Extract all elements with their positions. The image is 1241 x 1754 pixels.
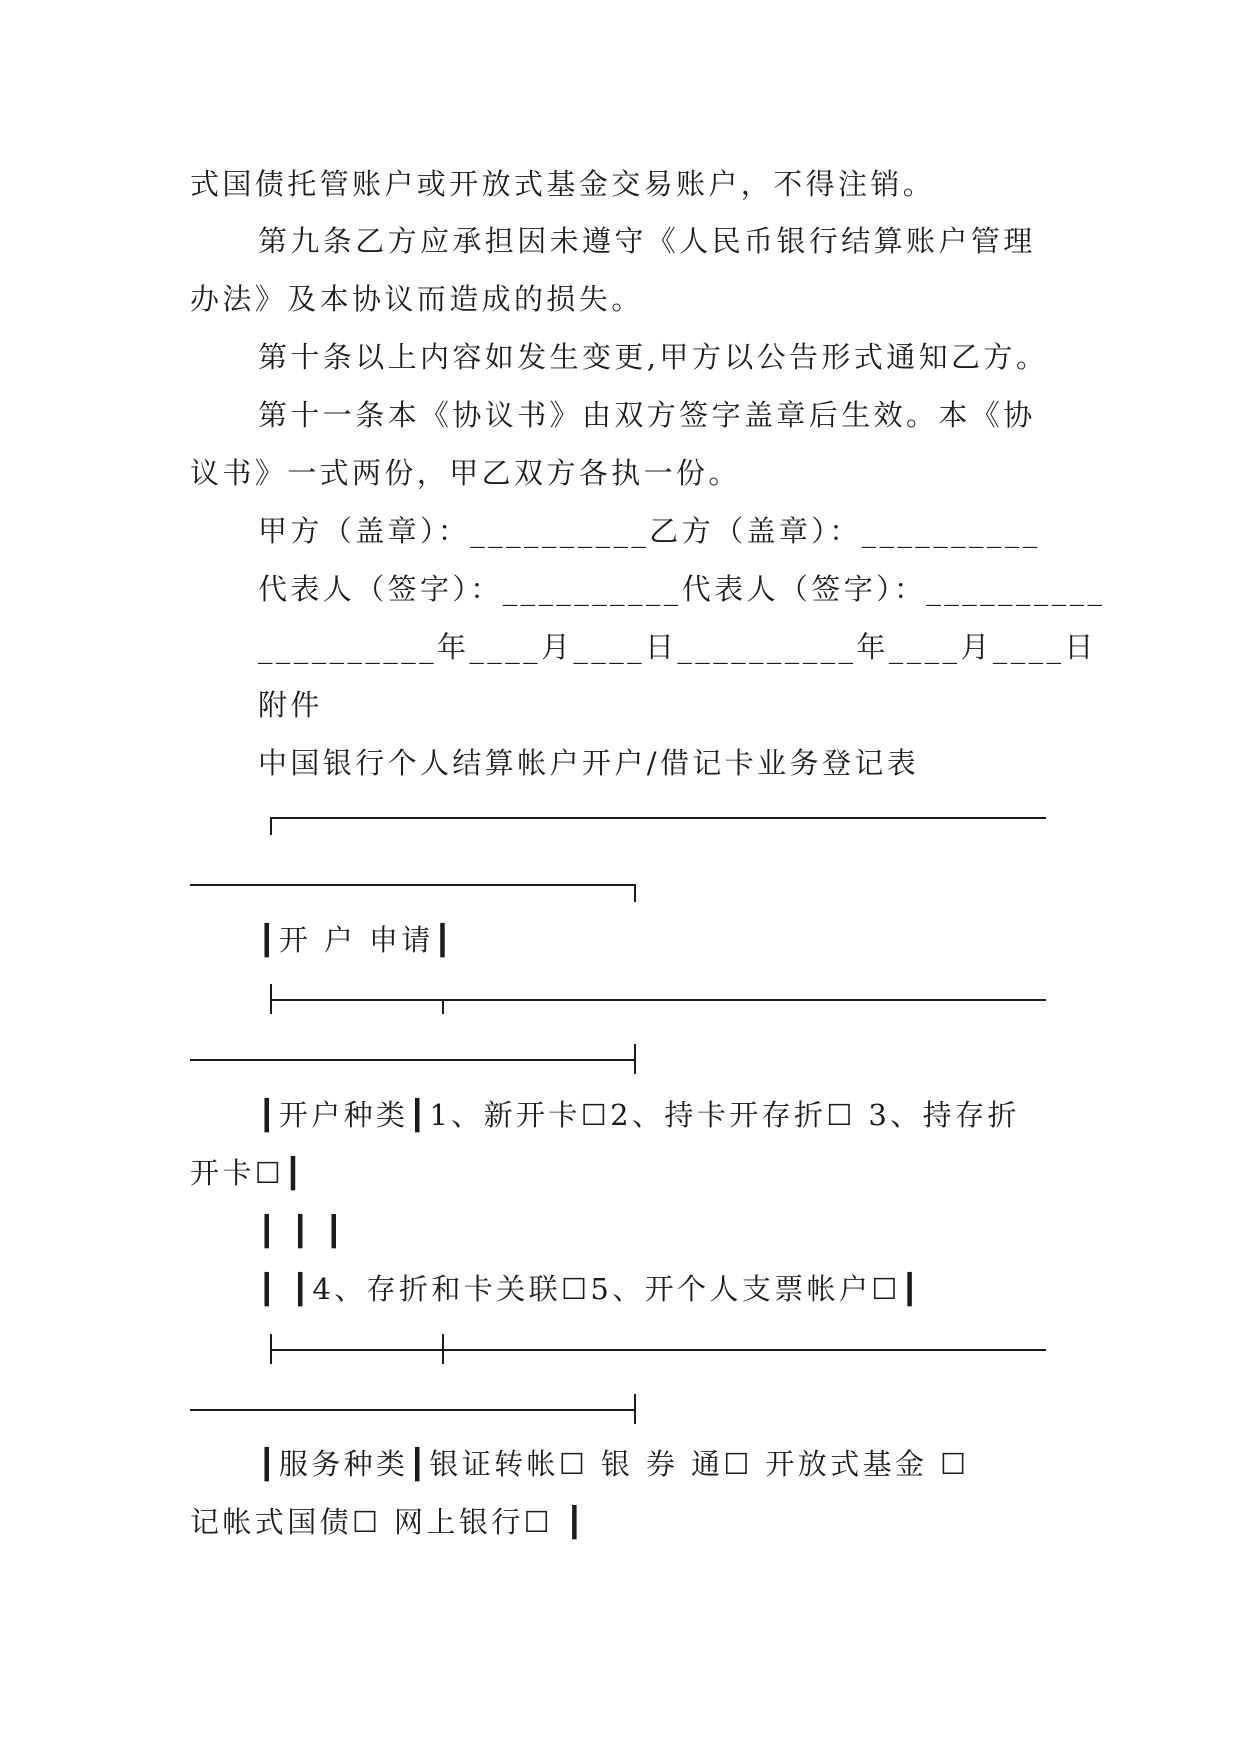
account-type-row-1: ┃开户种类┃1、新开卡☐2、持卡开存折☐ 3、持存折 xyxy=(258,1098,1020,1132)
separator-right-tick xyxy=(634,1044,636,1074)
article-9-line-2: 办法》及本协议而造成的损失。 xyxy=(190,282,644,316)
separator-2-rule xyxy=(270,1349,1046,1351)
separator-2-right-tick xyxy=(634,1394,636,1424)
date-line: __________年____月____日__________年____月____日 xyxy=(258,630,1097,664)
separator-rule xyxy=(270,999,1046,1001)
separator-rule-wrap xyxy=(190,1059,636,1061)
seal-line: 甲方（盖章）：__________乙方（盖章）：__________ xyxy=(258,514,1041,548)
separator-1 xyxy=(0,980,1241,1020)
service-type-row-2: 记帐式国债☐ 网上银行☐ ┃ xyxy=(190,1505,587,1539)
separator-2-rule-wrap xyxy=(190,1409,636,1411)
separator-2 xyxy=(0,1330,1241,1370)
corner-tick xyxy=(270,817,272,835)
separator-2-mid-tick xyxy=(442,1334,444,1364)
table-top-border-wrap xyxy=(0,865,1241,905)
attachment-label: 附件 xyxy=(258,688,323,722)
representative-line: 代表人（签字）：__________代表人（签字）：__________ xyxy=(258,572,1106,606)
article-9-line-1: 第九条乙方应承担因未遵守《人民币银行结算账户管理 xyxy=(258,224,1036,258)
article-10: 第十条以上内容如发生变更,甲方以公告形式通知乙方。 xyxy=(258,340,1049,374)
separator-2-wrap xyxy=(0,1390,1241,1430)
table-top-border xyxy=(0,805,1241,845)
paragraph-continuation: 式国债托管账户或开放式基金交易账户，不得注销。 xyxy=(190,167,936,201)
article-11-line-1: 第十一条本《协议书》由双方签字盖章后生效。本《协 xyxy=(258,398,1036,432)
article-11-line-2: 议书》一式两份，甲乙双方各执一份。 xyxy=(190,456,741,490)
account-type-row-2: 开卡☐┃ xyxy=(190,1156,306,1190)
separator-mid-tick xyxy=(442,999,444,1014)
account-type-row-3: ┃ ┃4、存折和卡关联☐5、开个人支票帐户☐┃ xyxy=(258,1272,922,1306)
service-type-row-1: ┃服务种类┃银证转帐☐ 银 券 通☐ 开放式基金 ☐ xyxy=(258,1447,970,1481)
form-title: 中国银行个人结算帐户开户/借记卡业务登记表 xyxy=(258,746,920,780)
corner-tick-right xyxy=(634,884,636,902)
apply-row: ┃开 户 申请┃ xyxy=(258,923,455,957)
empty-row: ┃ ┃ ┃ xyxy=(258,1214,346,1248)
separator-1-wrap xyxy=(0,1040,1241,1080)
top-rule xyxy=(270,817,1046,819)
top-rule-wrap xyxy=(190,884,636,886)
